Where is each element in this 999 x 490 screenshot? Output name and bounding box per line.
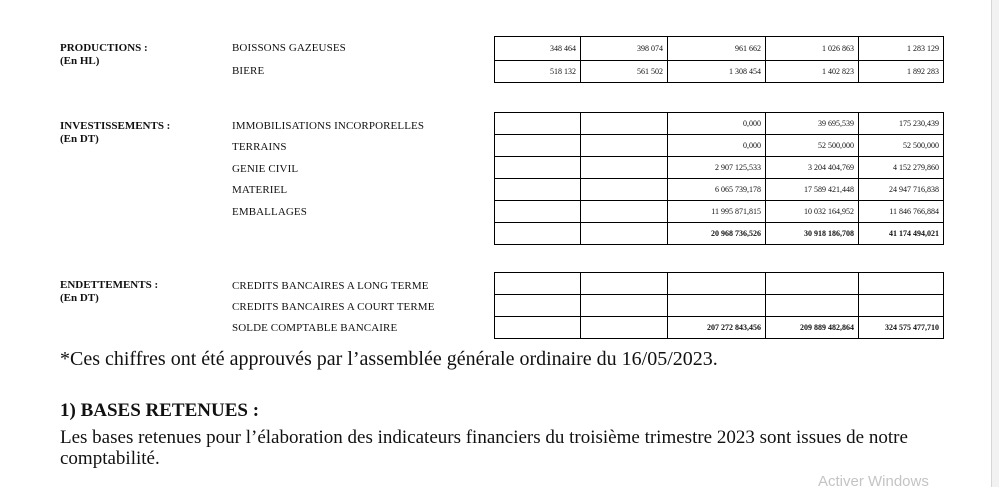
section-paragraph: Les bases retenues pour l’élaboration des indicateurs financiers du troisième trimestre 2023 sont issues de notre comptabilité. [60,427,908,469]
total-cell [495,223,581,245]
table-cell: 10 032 164,952 [766,201,859,223]
table-cell: 0,000 [668,113,766,135]
row-label-terrains: TERRAINS [232,141,287,153]
table-cell [495,179,581,201]
table-row [495,273,944,295]
table-cell [495,273,581,295]
table-cell [581,201,668,223]
table-cell: 1 283 129 [859,37,944,61]
table-cell [668,295,766,317]
table-row [495,135,944,157]
endettements-unit: (En DT) [60,292,99,304]
approval-note: *Ces chiffres ont été approuvés par l’assemblée générale ordinaire du 16/05/2023. [60,348,718,370]
table-row [495,317,944,339]
row-label-solde-comptable: SOLDE COMPTABLE BANCAIRE [232,322,398,334]
table-cell: 0,000 [668,135,766,157]
investissements-table [494,112,944,245]
total-cell: 41 174 494,021 [859,223,944,245]
table-cell: 324 575 477,710 [859,317,944,339]
table-row [495,113,944,135]
table-cell: 398 074 [581,37,668,61]
table-cell: 1 892 283 [859,61,944,83]
table-row [495,37,944,61]
table-cell [581,295,668,317]
table-cell: 17 589 421,448 [766,179,859,201]
row-label-genie-civil: GENIE CIVIL [232,163,299,175]
investissements-title: INVESTISSEMENTS : [60,120,171,132]
table-cell [581,179,668,201]
table-cell [495,295,581,317]
investissements-unit: (En DT) [60,133,99,145]
total-cell [581,223,668,245]
table-cell: 207 272 843,456 [668,317,766,339]
row-label-credits-court-terme: CREDITS BANCAIRES A COURT TERME [232,301,435,313]
table-cell [581,273,668,295]
table-cell: 2 907 125,533 [668,157,766,179]
endettements-table [494,272,944,339]
total-cell: 20 968 736,526 [668,223,766,245]
table-cell [581,113,668,135]
table-cell: 1 026 863 [766,37,859,61]
table-row [495,61,944,83]
table-row [495,157,944,179]
row-label-boissons-gazeuses: BOISSONS GAZEUSES [232,42,346,54]
table-cell [581,135,668,157]
table-cell: 39 695,539 [766,113,859,135]
table-cell [766,295,859,317]
productions-title: PRODUCTIONS : [60,42,148,54]
table-cell: 1 308 454 [668,61,766,83]
table-cell: 209 889 482,864 [766,317,859,339]
productions-table [494,36,944,83]
table-cell: 3 204 404,769 [766,157,859,179]
table-cell: 24 947 716,838 [859,179,944,201]
row-label-credits-long-terme: CREDITS BANCAIRES A LONG TERME [232,280,429,292]
table-cell: 6 065 739,178 [668,179,766,201]
table-row [495,201,944,223]
table-cell [859,273,944,295]
table-cell [766,273,859,295]
table-cell [495,201,581,223]
endettements-title: ENDETTEMENTS : [60,279,159,291]
table-cell: 11 995 871,815 [668,201,766,223]
row-label-biere: BIERE [232,65,265,77]
table-cell [668,273,766,295]
total-cell: 30 918 186,708 [766,223,859,245]
table-cell [495,157,581,179]
row-label-immobilisations-incorporelles: IMMOBILISATIONS INCORPORELLES [232,120,425,132]
activation-watermark: Activer Windows [818,473,929,490]
table-cell: 518 132 [495,61,581,83]
table-cell [495,113,581,135]
productions-unit: (En HL) [60,55,100,67]
table-row [495,179,944,201]
table-cell [581,157,668,179]
table-cell: 4 152 279,860 [859,157,944,179]
table-cell: 52 500,000 [766,135,859,157]
page-edge [991,0,999,487]
total-row [495,223,944,245]
table-cell [495,135,581,157]
table-cell: 348 464 [495,37,581,61]
table-cell: 1 402 823 [766,61,859,83]
section-heading: 1) BASES RETENUES : [60,400,260,421]
table-cell: 561 502 [581,61,668,83]
table-cell: 52 500,000 [859,135,944,157]
table-cell [859,295,944,317]
table-row [495,295,944,317]
table-cell [495,317,581,339]
row-label-emballages: EMBALLAGES [232,206,307,218]
table-cell: 961 662 [668,37,766,61]
table-cell: 11 846 766,884 [859,201,944,223]
table-cell: 175 230,439 [859,113,944,135]
table-cell [581,317,668,339]
row-label-materiel: MATERIEL [232,184,288,196]
